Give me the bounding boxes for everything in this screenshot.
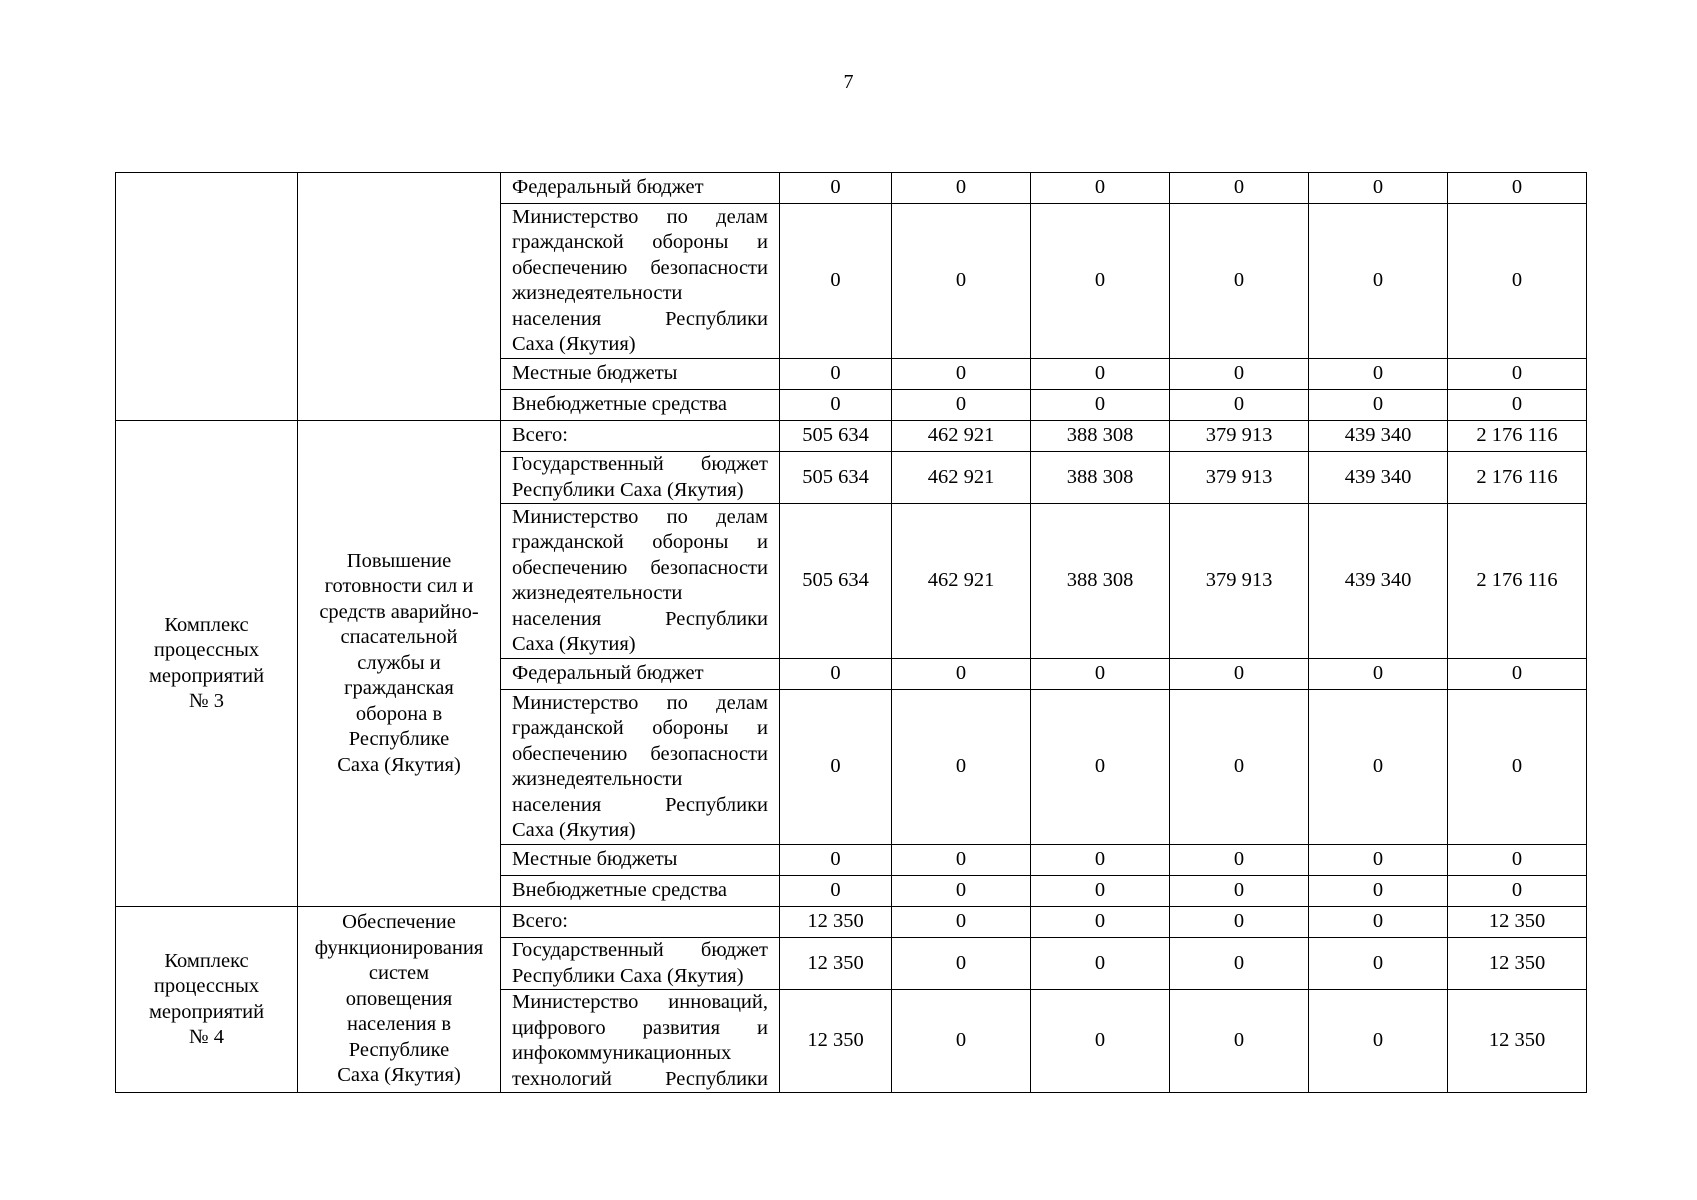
value-cell: 0 [1309, 907, 1448, 938]
value-cell: 0 [1170, 359, 1309, 390]
value-cell: 0 [1031, 907, 1170, 938]
value-cell: 0 [1031, 390, 1170, 421]
complex-4-description-cell [298, 907, 501, 1093]
funding-source-cell [501, 452, 780, 504]
source-line: технологий Республики [512, 1067, 768, 1090]
funding-source-cell: Федеральный бюджет [501, 659, 780, 690]
source-line: цифрового развития и [512, 1016, 768, 1039]
value-cell: 0 [1031, 845, 1170, 876]
source-line: Саха (Якутия) [512, 819, 636, 841]
source-line: гражданской обороны и [512, 531, 768, 553]
value-cell: 388 308 [1031, 504, 1170, 659]
value-cell: 505 634 [780, 504, 892, 659]
value-cell: 0 [892, 359, 1031, 390]
complex-name-line: № 4 [189, 1026, 224, 1048]
value-cell: 0 [1170, 690, 1309, 845]
complex-name-line: мероприятий [148, 664, 265, 687]
value-cell: 12 350 [780, 938, 892, 990]
complex-name-line: Комплекс [164, 949, 249, 972]
value-cell: 0 [1309, 390, 1448, 421]
source-line: жизнедеятельности [512, 282, 683, 304]
value-cell: 0 [1170, 938, 1309, 990]
funding-source-cell: Федеральный бюджет [501, 173, 780, 204]
complex-name-line: процессных [153, 639, 260, 661]
complex-4-name-cell [116, 907, 298, 1093]
description-line: Саха (Якутия) [337, 753, 461, 776]
value-cell: 0 [780, 359, 892, 390]
source-line: обеспечению безопасности [512, 256, 768, 279]
value-cell: 0 [1309, 938, 1448, 990]
funding-source-cell [501, 938, 780, 990]
value-cell: 0 [1448, 204, 1587, 359]
description-line: Республике [348, 1038, 450, 1061]
source-line: жизнедеятельности [512, 582, 683, 604]
value-cell: 0 [1309, 876, 1448, 907]
table-row [116, 421, 1587, 452]
value-cell: 0 [1448, 359, 1587, 390]
value-cell: 462 921 [892, 504, 1031, 659]
value-cell: 0 [892, 690, 1031, 845]
value-cell: 0 [1031, 173, 1170, 204]
description-line: населения в [346, 1013, 452, 1036]
description-line: функционирования [314, 936, 484, 959]
value-cell: 0 [892, 876, 1031, 907]
value-cell: 0 [1170, 990, 1309, 1093]
description-line: оборона в [355, 702, 443, 725]
complex-name-line: Комплекс [164, 613, 249, 636]
value-cell: 0 [892, 845, 1031, 876]
value-cell: 0 [780, 390, 892, 421]
description-line: Повышение [346, 549, 452, 572]
value-cell: 0 [892, 990, 1031, 1093]
source-line: обеспечению безопасности [512, 556, 768, 579]
description-line: гражданская [344, 677, 454, 700]
description-line: готовности сил и [324, 575, 474, 598]
complex-name-line: № 3 [189, 690, 224, 712]
value-cell: 0 [1170, 204, 1309, 359]
funding-source-cell: Внебюджетные средства [501, 390, 780, 421]
continuation-name-cell [116, 173, 298, 421]
value-cell: 0 [1309, 659, 1448, 690]
value-cell: 0 [892, 204, 1031, 359]
source-line: Государственный бюджет [512, 939, 768, 961]
complex-name-line: мероприятий [148, 1000, 265, 1023]
value-cell: 2 176 116 [1448, 504, 1587, 659]
value-cell: 0 [1031, 990, 1170, 1093]
source-line: Государственный бюджет [512, 453, 768, 475]
value-cell: 505 634 [780, 421, 892, 452]
value-cell: 505 634 [780, 452, 892, 504]
value-cell: 439 340 [1309, 452, 1448, 504]
value-cell: 12 350 [780, 990, 892, 1093]
value-cell: 0 [1309, 204, 1448, 359]
value-cell: 0 [1448, 690, 1587, 845]
source-line: гражданской обороны и [512, 717, 768, 739]
value-cell: 462 921 [892, 421, 1031, 452]
value-cell: 379 913 [1170, 452, 1309, 504]
funding-source-cell: Местные бюджеты [501, 845, 780, 876]
complex-3-description-cell [298, 421, 501, 907]
value-cell: 439 340 [1309, 504, 1448, 659]
value-cell: 379 913 [1170, 504, 1309, 659]
description-line: Республике [348, 728, 450, 751]
value-cell: 12 350 [780, 907, 892, 938]
value-cell: 0 [1448, 659, 1587, 690]
value-cell: 12 350 [1448, 907, 1587, 938]
funding-source-cell: Всего: [501, 421, 780, 452]
source-line: жизнедеятельности [512, 768, 683, 790]
funding-source-cell: Внебюджетные средства [501, 876, 780, 907]
complex-name-line: процессных [153, 975, 260, 997]
source-line: Саха (Якутия) [512, 333, 636, 355]
value-cell: 0 [780, 173, 892, 204]
value-cell: 0 [780, 204, 892, 359]
value-cell: 0 [1309, 690, 1448, 845]
description-line: службы и [357, 651, 441, 674]
source-line: Республики Саха (Якутия) [512, 964, 744, 987]
value-cell: 0 [1031, 204, 1170, 359]
source-line: Министерство по делам [512, 691, 768, 714]
value-cell: 0 [1448, 390, 1587, 421]
value-cell: 0 [892, 390, 1031, 421]
value-cell: 0 [1170, 907, 1309, 938]
value-cell: 0 [1031, 359, 1170, 390]
value-cell: 0 [1448, 876, 1587, 907]
complex-3-name-cell [116, 421, 298, 907]
source-line: Министерство по делам [512, 205, 768, 228]
source-line: гражданской обороны и [512, 231, 768, 253]
value-cell: 0 [1031, 690, 1170, 845]
value-cell: 0 [1309, 359, 1448, 390]
value-cell: 0 [780, 690, 892, 845]
source-line: Министерство инноваций, [512, 991, 768, 1013]
value-cell: 388 308 [1031, 421, 1170, 452]
value-cell: 0 [1448, 845, 1587, 876]
value-cell: 2 176 116 [1448, 452, 1587, 504]
value-cell: 0 [780, 876, 892, 907]
description-line: систем [368, 962, 430, 985]
value-cell: 0 [892, 659, 1031, 690]
value-cell: 379 913 [1170, 421, 1309, 452]
value-cell: 388 308 [1031, 452, 1170, 504]
value-cell: 0 [892, 938, 1031, 990]
value-cell: 0 [1170, 173, 1309, 204]
value-cell: 12 350 [1448, 938, 1587, 990]
source-line: Республики Саха (Якутия) [512, 478, 744, 501]
description-line: спасательной [340, 626, 458, 649]
value-cell: 2 176 116 [1448, 421, 1587, 452]
value-cell: 0 [1170, 876, 1309, 907]
value-cell: 0 [892, 173, 1031, 204]
description-line: средств аварийно- [319, 600, 479, 623]
funding-source-cell [501, 204, 780, 359]
source-line: населения Республики [512, 607, 768, 630]
value-cell: 0 [892, 907, 1031, 938]
value-cell: 0 [1309, 173, 1448, 204]
description-line: Обеспечение [342, 911, 456, 934]
page-number: 7 [843, 71, 854, 93]
value-cell: 0 [1448, 173, 1587, 204]
value-cell: 0 [1031, 938, 1170, 990]
value-cell: 0 [1309, 845, 1448, 876]
source-line: обеспечению безопасности [512, 742, 768, 765]
value-cell: 0 [1170, 659, 1309, 690]
value-cell: 12 350 [1448, 990, 1587, 1093]
budget-table [115, 172, 1587, 1093]
value-cell: 0 [1031, 876, 1170, 907]
funding-source-cell [501, 504, 780, 659]
value-cell: 0 [1170, 845, 1309, 876]
table-row [116, 173, 1587, 204]
continuation-description-cell [298, 173, 501, 421]
funding-source-cell: Местные бюджеты [501, 359, 780, 390]
table-row [116, 907, 1587, 938]
source-line: населения Республики [512, 793, 768, 816]
value-cell: 439 340 [1309, 421, 1448, 452]
funding-source-cell: Всего: [501, 907, 780, 938]
source-line: инфокоммуникационных [512, 1042, 732, 1064]
value-cell: 462 921 [892, 452, 1031, 504]
value-cell: 0 [780, 845, 892, 876]
source-line: Саха (Якутия) [512, 633, 636, 655]
funding-source-cell [501, 690, 780, 845]
source-line: Министерство по делам [512, 505, 768, 528]
description-line: оповещения [345, 987, 453, 1010]
table-body [116, 173, 1587, 1093]
description-line: Саха (Якутия) [337, 1064, 461, 1087]
value-cell: 0 [1309, 990, 1448, 1093]
funding-source-cell [501, 990, 780, 1093]
value-cell: 0 [1170, 390, 1309, 421]
value-cell: 0 [1031, 659, 1170, 690]
value-cell: 0 [780, 659, 892, 690]
source-line: населения Республики [512, 307, 768, 330]
